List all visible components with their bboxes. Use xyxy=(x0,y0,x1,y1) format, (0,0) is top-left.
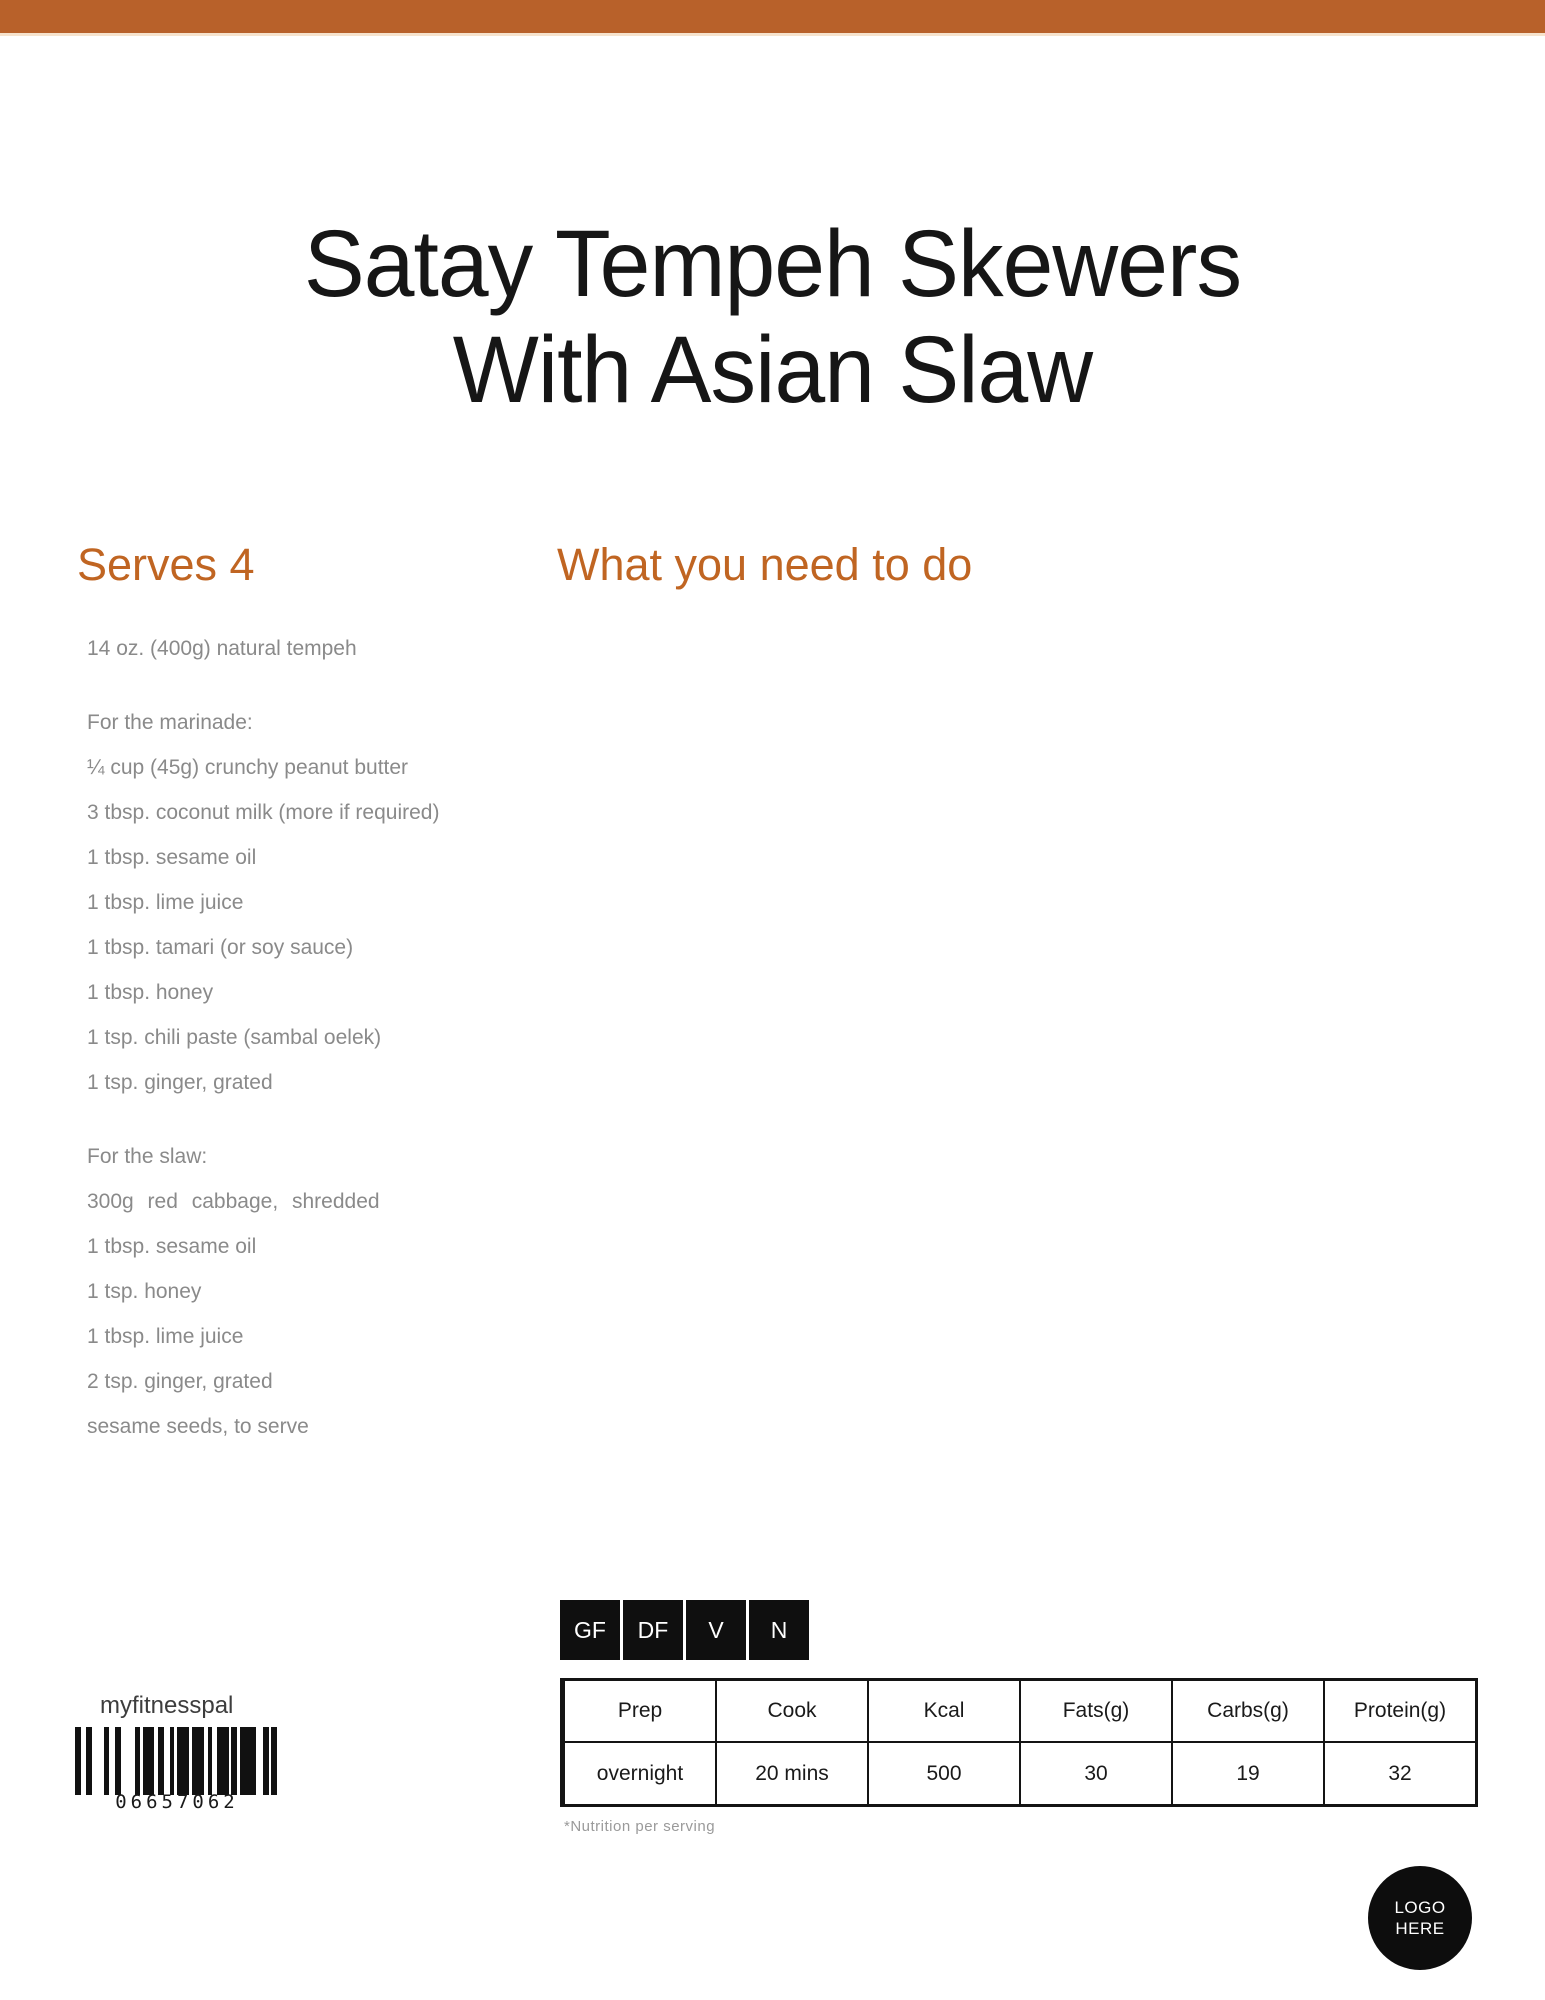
ingredient-item: 1 tbsp. sesame oil xyxy=(87,1235,257,1258)
barcode-bar xyxy=(104,1727,109,1795)
nutrition-table-header-row xyxy=(563,1681,1475,1743)
top-accent-bar xyxy=(0,0,1545,36)
nutrition-table xyxy=(560,1678,1478,1807)
nutrition-header-cell: Kcal xyxy=(867,1681,1019,1741)
barcode-bar xyxy=(143,1727,154,1795)
nutrition-value-cell: 30 xyxy=(1019,1743,1171,1804)
logo-text-line-1: LOGO xyxy=(1394,1898,1446,1917)
nutrition-value-cell: 500 xyxy=(867,1743,1019,1804)
nutrition-header-cell: Protein(g) xyxy=(1323,1681,1475,1741)
nutrition-header-cell: Fats(g) xyxy=(1019,1681,1171,1741)
recipe-title-line-1: Satay Tempeh Skewers xyxy=(303,211,1242,317)
barcode-number: 06657062 xyxy=(115,1791,239,1813)
nutrition-table-value-row xyxy=(563,1743,1475,1804)
dietary-tag: N xyxy=(749,1600,809,1660)
ingredient-item: 1 tsp. chili paste (sambal oelek) xyxy=(87,1026,382,1049)
nutrition-value-cell: 32 xyxy=(1323,1743,1475,1804)
dietary-tag: DF xyxy=(623,1600,683,1660)
nutrition-header-cell: Prep xyxy=(563,1681,715,1741)
instructions-heading: What you need to do xyxy=(557,539,973,590)
recipe-title-line-2: With Asian Slaw xyxy=(452,317,1093,423)
ingredient-item: 1 tbsp. lime juice xyxy=(87,1325,244,1348)
ingredient-item: For the slaw: xyxy=(87,1145,208,1168)
barcode-bars xyxy=(75,1727,277,1795)
barcode-brand-label: myfitnesspal xyxy=(100,1692,234,1719)
nutrition-value-cell: 19 xyxy=(1171,1743,1323,1804)
nutrition-value-cell: 20 mins xyxy=(715,1743,867,1804)
dietary-tag: GF xyxy=(560,1600,620,1660)
barcode-bar xyxy=(115,1727,121,1795)
barcode-bar xyxy=(86,1727,92,1795)
barcode-bar xyxy=(231,1727,237,1795)
ingredient-item: 1 tbsp. honey xyxy=(87,981,214,1004)
barcode-bar xyxy=(75,1727,81,1795)
ingredient-item: 2 tsp. ginger, grated xyxy=(87,1370,273,1393)
barcode-bar xyxy=(263,1727,269,1795)
ingredient-item: 1 tbsp. sesame oil xyxy=(87,846,257,869)
logo-text-line-2: HERE xyxy=(1395,1919,1445,1938)
barcode-bar xyxy=(177,1727,189,1795)
ingredient-item: For the marinade: xyxy=(87,711,253,734)
barcode-bar xyxy=(158,1727,164,1795)
ingredient-item: ¼ cup (45g) crunchy peanut butter xyxy=(87,756,409,779)
ingredient-item: 300g red cabbage, shredded xyxy=(87,1190,380,1213)
ingredients-list xyxy=(87,636,517,1459)
barcode-bar xyxy=(192,1727,204,1795)
barcode-bar xyxy=(170,1727,174,1795)
dietary-tags xyxy=(560,1600,809,1660)
ingredient-item: sesame seeds, to serve xyxy=(87,1415,309,1438)
ingredient-item: 1 tbsp. tamari (or soy sauce) xyxy=(87,936,354,959)
barcode-bar xyxy=(208,1727,212,1795)
nutrition-header-cell: Carbs(g) xyxy=(1171,1681,1323,1741)
dietary-tag: V xyxy=(686,1600,746,1660)
barcode-bar xyxy=(135,1727,140,1795)
ingredient-item: 1 tbsp. lime juice xyxy=(87,891,244,914)
ingredient-item: 14 oz. (400g) natural tempeh xyxy=(87,637,357,660)
barcode-bar xyxy=(271,1727,277,1795)
ingredient-item: 3 tbsp. coconut milk (more if required) xyxy=(87,801,440,824)
recipe-title xyxy=(31,211,1514,423)
nutrition-header-cell: Cook xyxy=(715,1681,867,1741)
logo-placeholder xyxy=(1368,1866,1472,1970)
ingredient-item: 1 tsp. ginger, grated xyxy=(87,1071,273,1094)
nutrition-footnote: *Nutrition per serving xyxy=(564,1818,716,1835)
serves-heading: Serves 4 xyxy=(77,539,255,590)
ingredient-item: 1 tsp. honey xyxy=(87,1280,202,1303)
barcode-bar xyxy=(240,1727,256,1795)
barcode-bar xyxy=(217,1727,229,1795)
nutrition-value-cell: overnight xyxy=(563,1743,715,1804)
